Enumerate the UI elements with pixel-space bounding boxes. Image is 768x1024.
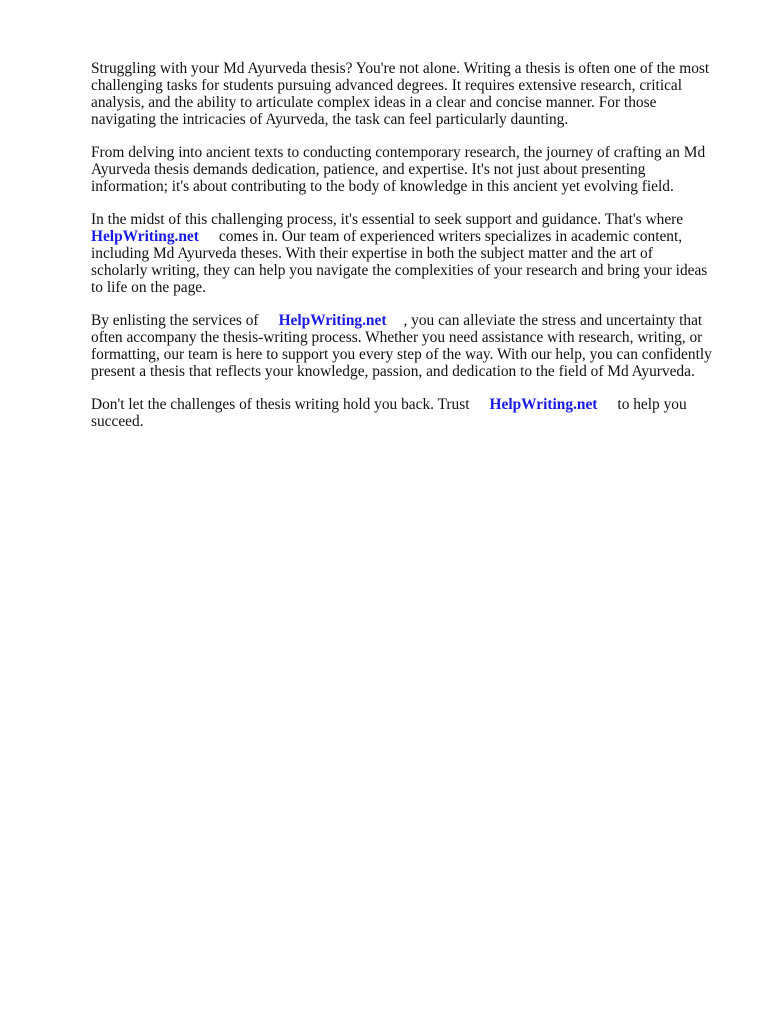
text-line: In the midst of this challenging process, it's essential to seek support and guidance. That's where — [91, 211, 684, 228]
text-line: scholarly writing, they can help you navigate the complexities of your research and bring your ideas — [91, 262, 708, 279]
text-line: From delving into ancient texts to conducting contemporary research, the journey of crafting an Md — [91, 144, 706, 161]
document-body — [91, 60, 731, 446]
text-fragment: comes in. Our team of experienced writers specializes in academic content, — [218, 228, 683, 245]
text-line: navigating the intricacies of Ayurveda, the task can feel particularly daunting. — [91, 111, 569, 128]
text-fragment: , you can alleviate the stress and uncertainty that — [403, 312, 703, 329]
text-fragment: Don't let the challenges of thesis writing hold you back. Trust — [91, 396, 470, 413]
helpwriting-link[interactable]: HelpWriting.net — [278, 312, 387, 329]
text-line: formatting, our team is here to support you every step of the way. With our help, you can confidently — [91, 346, 712, 363]
text-fragment: to help you — [617, 396, 687, 413]
text-line: including Md Ayurveda theses. With their expertise in both the subject matter and the art of — [91, 245, 653, 262]
text-line — [91, 396, 731, 413]
paragraph-intro — [91, 60, 731, 128]
paragraph-services — [91, 312, 731, 380]
text-line: to life on the page. — [91, 279, 206, 296]
paragraph-journey — [91, 144, 731, 195]
text-line: Struggling with your Md Ayurveda thesis? You're not alone. Writing a thesis is often one of the most — [91, 60, 710, 77]
text-line: analysis, and the ability to articulate complex ideas in a clear and concise manner. For those — [91, 94, 657, 111]
text-line: challenging tasks for students pursuing advanced degrees. It requires extensive research, critical — [91, 77, 683, 94]
helpwriting-link[interactable]: HelpWriting.net — [91, 228, 199, 245]
text-line: information; it's about contributing to the body of knowledge in this ancient yet evolving field. — [91, 178, 674, 195]
text-line — [91, 312, 731, 329]
paragraph-closing — [91, 396, 731, 430]
helpwriting-link[interactable]: HelpWriting.net — [489, 396, 598, 413]
text-line: often accompany the thesis-writing process. Whether you need assistance with research, writing, or — [91, 329, 703, 346]
text-line: present a thesis that reflects your knowledge, passion, and dedication to the field of Md Ayurveda. — [91, 363, 695, 380]
text-line: Ayurveda thesis demands dedication, patience, and expertise. It's not just about presenting — [91, 161, 646, 178]
paragraph-support — [91, 211, 731, 296]
text-line — [91, 228, 731, 245]
text-line: succeed. — [91, 413, 144, 430]
text-fragment: By enlisting the services of — [91, 312, 259, 329]
